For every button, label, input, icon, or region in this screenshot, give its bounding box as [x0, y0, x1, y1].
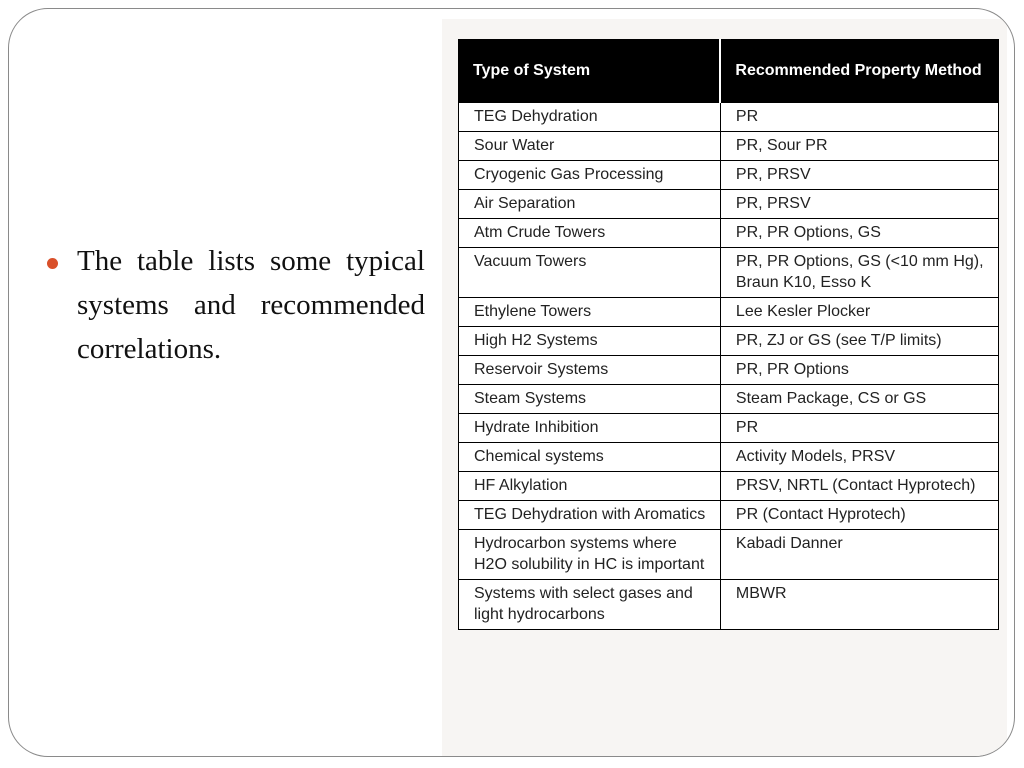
system-cell: Cryogenic Gas Processing [459, 161, 721, 190]
method-cell: Activity Models, PRSV [720, 443, 998, 472]
table-row [459, 385, 999, 414]
table-image [442, 19, 1007, 757]
method-cell: PR, ZJ or GS (see T/P limits) [720, 327, 998, 356]
method-cell: PR (Contact Hyprotech) [720, 501, 998, 530]
method-cell: PR [720, 414, 998, 443]
system-cell: Systems with select gases and light hydrocarbons [459, 580, 721, 630]
table-row [459, 190, 999, 219]
header-recommended-method: Recommended Property Method [720, 40, 998, 103]
system-cell: Chemical systems [459, 443, 721, 472]
table-row [459, 327, 999, 356]
method-cell: PR, PR Options [720, 356, 998, 385]
method-cell: MBWR [720, 580, 998, 630]
table-row [459, 161, 999, 190]
table-row [459, 501, 999, 530]
method-cell: PR, PRSV [720, 190, 998, 219]
system-cell: Air Separation [459, 190, 721, 219]
method-cell: Kabadi Danner [720, 530, 998, 580]
bullet-text: The table lists some typical systems and recommended correlations. [77, 245, 425, 365]
bullet-list [47, 239, 425, 371]
system-cell: TEG Dehydration with Aromatics [459, 501, 721, 530]
method-cell: Steam Package, CS or GS [720, 385, 998, 414]
system-cell: Hydrocarbon systems where H2O solubility in HC is important [459, 530, 721, 580]
table-row [459, 248, 999, 298]
table-header-row [459, 40, 999, 103]
table-row [459, 298, 999, 327]
method-cell: PR [720, 103, 998, 132]
system-cell: Ethylene Towers [459, 298, 721, 327]
slide [8, 8, 1015, 757]
bullet-dot-icon [47, 258, 58, 269]
system-cell: TEG Dehydration [459, 103, 721, 132]
method-cell: Lee Kesler Plocker [720, 298, 998, 327]
table-row [459, 414, 999, 443]
system-cell: Reservoir Systems [459, 356, 721, 385]
table-row [459, 132, 999, 161]
method-cell: PRSV, NRTL (Contact Hyprotech) [720, 472, 998, 501]
table-row [459, 472, 999, 501]
table-row [459, 103, 999, 132]
systems-table [458, 39, 999, 630]
system-cell: Atm Crude Towers [459, 219, 721, 248]
system-cell: Hydrate Inhibition [459, 414, 721, 443]
system-cell: Sour Water [459, 132, 721, 161]
system-cell: High H2 Systems [459, 327, 721, 356]
table-row [459, 443, 999, 472]
table-row [459, 219, 999, 248]
method-cell: PR, PR Options, GS [720, 219, 998, 248]
table-row [459, 530, 999, 580]
table-row [459, 356, 999, 385]
header-type-of-system: Type of System [459, 40, 721, 103]
method-cell: PR, PR Options, GS (<10 mm Hg), Braun K10, Esso K [720, 248, 998, 298]
system-cell: HF Alkylation [459, 472, 721, 501]
table-row [459, 580, 999, 630]
method-cell: PR, Sour PR [720, 132, 998, 161]
system-cell: Vacuum Towers [459, 248, 721, 298]
method-cell: PR, PRSV [720, 161, 998, 190]
system-cell: Steam Systems [459, 385, 721, 414]
